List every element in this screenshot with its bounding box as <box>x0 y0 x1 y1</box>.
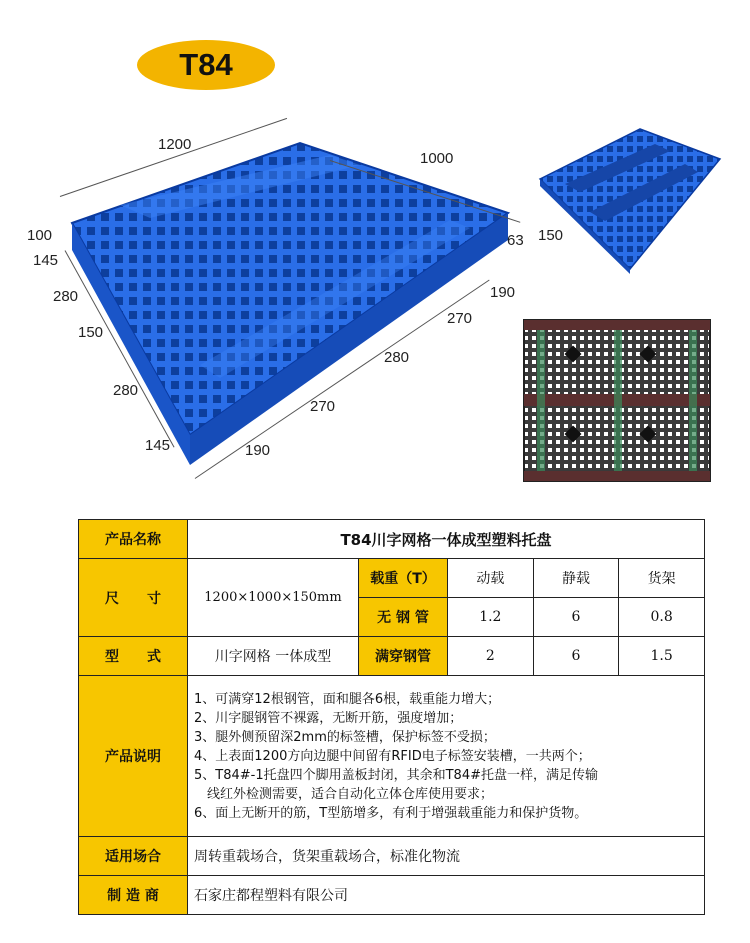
load-header-rack: 货架 <box>619 559 705 598</box>
pallet-bottom-image <box>535 124 725 274</box>
table-row <box>79 676 705 837</box>
size-label: 尺 寸 <box>79 559 188 637</box>
desc-line-1: 1、可满穿12根钢管，面和腿各6根，载重能力增大； <box>194 691 501 707</box>
desc-line-3: 3、腿外侧预留深2mm的标签槽，保护标签不受损； <box>194 729 496 745</box>
dim-top-height: 63 <box>507 232 524 249</box>
full-steel-rack: 1.5 <box>619 637 705 676</box>
full-steel-label: 满穿钢管 <box>359 637 448 676</box>
spec-table <box>78 519 705 915</box>
maker-value: 石家庄都程塑料有限公司 <box>188 876 705 915</box>
table-row <box>79 559 705 598</box>
maker-label: 制 造 商 <box>79 876 188 915</box>
desc-label: 产品说明 <box>79 676 188 837</box>
no-steel-label: 无 钢 管 <box>359 598 448 637</box>
usage-value: 周转重载场合，货架重载场合，标准化物流 <box>188 837 705 876</box>
dim-bottom-1: 190 <box>490 284 516 301</box>
dim-width: 1000 <box>420 150 454 167</box>
table-row <box>79 520 705 559</box>
full-steel-static: 6 <box>533 637 619 676</box>
dim-left-4: 280 <box>113 382 139 399</box>
load-header-dynamic: 动载 <box>448 559 534 598</box>
product-name-value: T84川字网格一体成型塑料托盘 <box>188 520 705 559</box>
no-steel-dynamic: 1.2 <box>448 598 534 637</box>
table-row <box>79 637 705 676</box>
table-row <box>79 837 705 876</box>
desc-line-2: 2、川字腿钢管不裸露，无断开筋，强度增加； <box>194 710 463 726</box>
desc-line-4: 4、上表面1200方向边腿中间留有RFID电子标签安装槽，一共两个； <box>194 748 591 764</box>
model-title: T84 <box>179 47 233 82</box>
pallet-cad-image <box>522 318 712 483</box>
dim-bottom-3: 280 <box>384 349 410 366</box>
desc-line-6: 线红外检测需要，适合自动化立体仓库使用要求； <box>207 786 494 802</box>
dim-height: 100 <box>27 227 53 244</box>
dim-length: 1200 <box>158 136 192 153</box>
load-label: 载重（T） <box>359 559 448 598</box>
dim-bottom-5: 190 <box>245 442 271 459</box>
size-value: 1200×1000×150mm <box>188 559 359 637</box>
no-steel-rack: 0.8 <box>619 598 705 637</box>
desc-line-5: 5、T84#-1托盘四个脚用盖板封闭，其余和T84#托盘一样，满足传输 <box>194 767 598 783</box>
desc-line-7: 6、面上无断开的筋，T型筋增多，有利于增强载重能力和保护货物。 <box>194 805 588 821</box>
type-value: 川字网格 一体成型 <box>188 637 359 676</box>
dim-left-2: 280 <box>53 288 79 305</box>
product-name-label: 产品名称 <box>79 520 188 559</box>
table-row <box>79 876 705 915</box>
dim-left-1: 145 <box>33 252 59 269</box>
desc-cell <box>188 676 705 837</box>
dim-total-height: 150 <box>538 227 564 244</box>
dim-bottom-4: 270 <box>310 398 336 415</box>
no-steel-static: 6 <box>533 598 619 637</box>
dim-bottom-2: 270 <box>447 310 473 327</box>
dim-left-5: 145 <box>145 437 171 454</box>
full-steel-dynamic: 2 <box>448 637 534 676</box>
load-header-static: 静载 <box>533 559 619 598</box>
type-label: 型 式 <box>79 637 188 676</box>
dim-left-3: 150 <box>78 324 104 341</box>
usage-label: 适用场合 <box>79 837 188 876</box>
